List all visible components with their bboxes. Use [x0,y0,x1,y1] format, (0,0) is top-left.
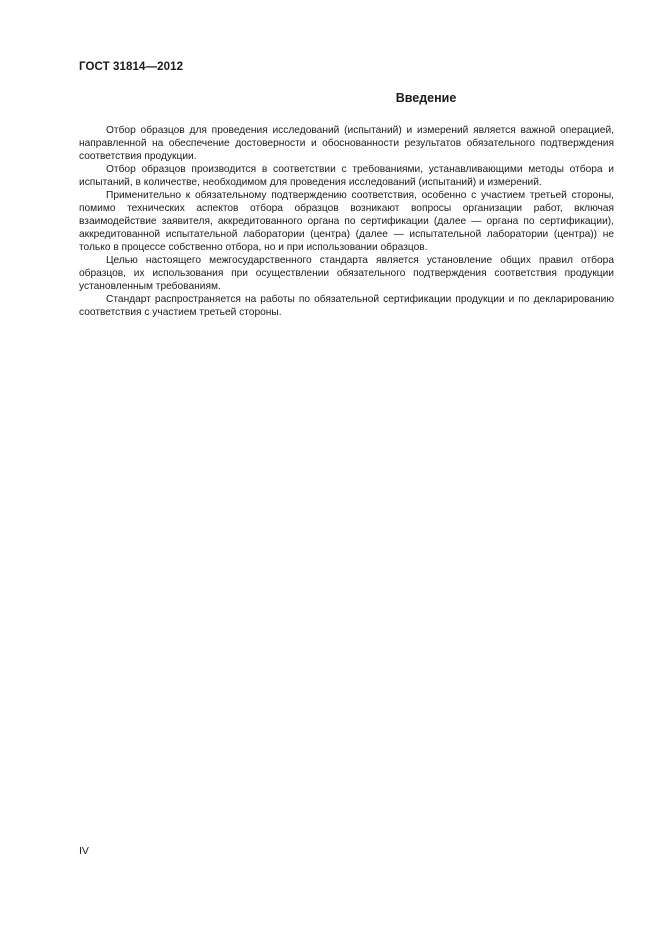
document-code: ГОСТ 31814—2012 [79,61,184,73]
paragraph: Применительно к обязательному подтверждению соответствия, особенно с участием третьей стороны, помимо технических аспектов отбора образцов возникают вопросы организации работ, включая взаимодействие заявителя, аккредитованного органа по сертификации (далее — органа по сертификации), аккредитованной испытательной лаборатории (центра) (далее — испытательной лаборатории (центра)) не только в процессе собственно отбора, но и при использовании образцов. [79,190,614,253]
page-number: IV [79,845,89,857]
paragraph: Целью настоящего межгосударственного стандарта является установление общих правил отбора образцов, их использования при осуществлении обязательного подтверждения соответствия продукции установленным требованиям. [79,255,614,292]
paragraph: Стандарт распространяется на работы по обязательной сертификации продукции и по декларированию соответствия с участием третьей стороны. [79,294,614,318]
paragraph: Отбор образцов для проведения исследований (испытаний) и измерений является важной операцией, направленной на обеспечение достоверности и обоснованности результатов обязательного подтверждения соответствия продукции. [79,125,614,162]
body-text [79,124,614,319]
section-title-wrapper [79,91,613,105]
paragraph: Отбор образцов производится в соответствии с требованиями, устанавливающими методы отбора и испытаний, в количестве, необходимом для проведения исследований (испытаний) и измерений. [79,164,614,188]
section-title: Введение [395,91,457,105]
